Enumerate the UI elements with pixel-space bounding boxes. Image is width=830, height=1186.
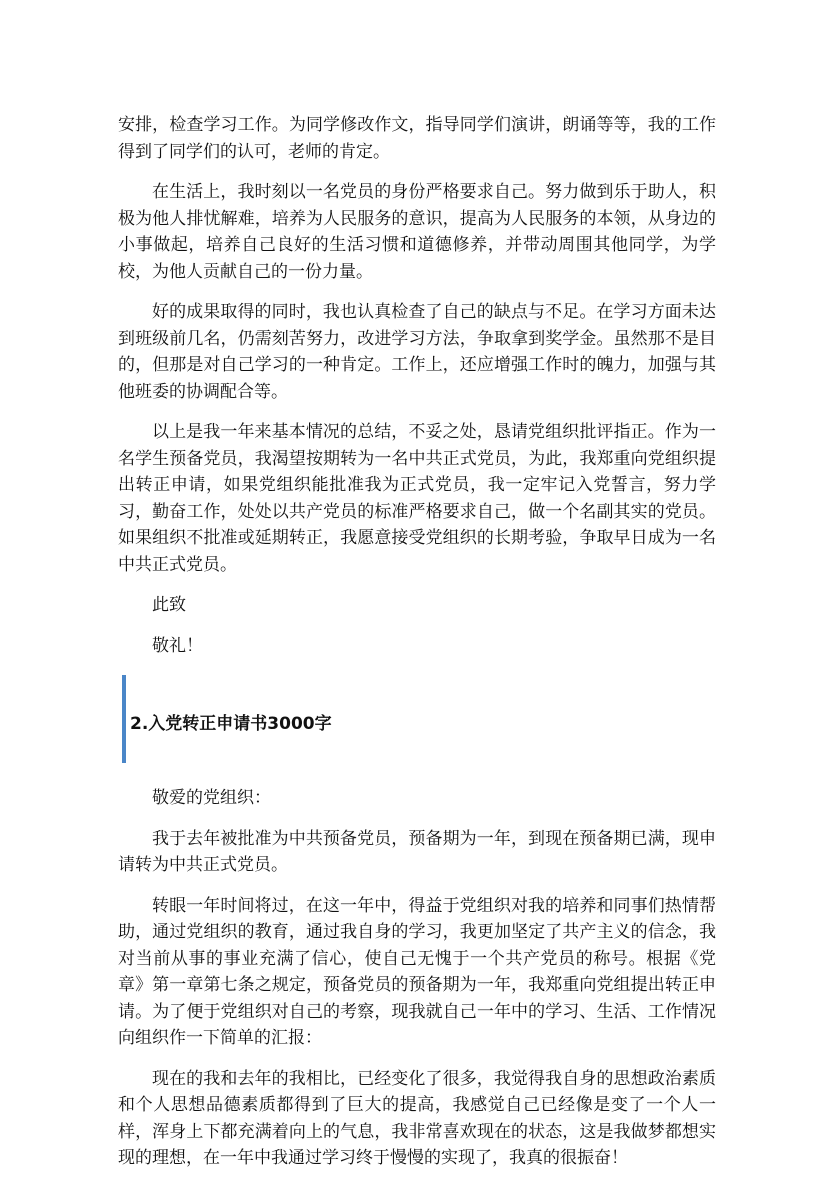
closing-ci-zhi: 此致 (152, 595, 186, 615)
paragraph-continued: 安排，检查学习工作。为同学修改作文，指导同学们演讲，朗诵等等，我的工作得到了同学们的认可，老师的肯定。 (118, 115, 716, 162)
paragraph-year-review: 转眼一年时间将过，在这一年中，得益于党组织对我的培养和同事们热情帮助，通过党组织的教育，通过我自身的学习，我更加坚定了共产主义的信念，我对当前从事的事业充满了信心，使自己无愧于一个共产党员的称号。根据《党章》第一章第七条之规定，预备党员的预备期为一年，我郑重向党组提出转正申请。为了便于党组织对自己的考察，现我就自己一年中的学习、生活、工作情况向组织作一下简单的汇报： (118, 895, 716, 1048)
paragraph-life: 在生活上，我时刻以一名党员的身份严格要求自己。努力做到乐于助人，积极为他人排忧解难，培养为人民服务的意识，提高为人民服务的本领，从身边的小事做起，培养自己良好的生活习惯和道德修养，并带动周围其他同学，为学校，为他人贡献自己的一份力量。 (118, 182, 716, 282)
heading-accent-bar (122, 675, 126, 763)
closing-jing-li: 敬礼！ (152, 635, 203, 656)
paragraph-application: 我于去年被批准为中共预备党员，预备期为一年，到现在预备期已满，现申请转为中共正式党员。 (118, 828, 716, 875)
section-heading: 2.入党转正申请书3000字 (130, 714, 332, 734)
paragraph-summary: 以上是我一年来基本情况的总结，不妥之处，恳请党组织批评指正。作为一名学生预备党员，我渴望按期转为一名中共正式党员，为此，我郑重向党组织提出转正申请，如果党组织能批准我为正式党员，我一定牢记入党誓言，努力学习，勤奋工作，处处以共产党员的标准严格要求自己，做一个名副其实的党员。如果组织不批准或延期转正，我愿意接受党组织的长期考验，争取早日成为一名中共正式党员。 (118, 422, 716, 575)
document-body (118, 112, 716, 1186)
section-heading-block (118, 675, 716, 763)
paragraph-shortcomings: 好的成果取得的同时，我也认真检查了自己的缺点与不足。在学习方面未达到班级前几名，仍需刻苦努力，改进学习方法，争取拿到奖学金。虽然那不是目的，但那是对自己学习的一种肯定。工作上，还应增强工作时的魄力，加强与其他班委的协调配合等。 (118, 302, 716, 402)
salutation: 敬爱的党组织： (152, 788, 271, 808)
paragraph-change: 现在的我和去年的我相比，已经变化了很多，我觉得我自身的思想政治素质和个人思想品德素质都得到了巨大的提高，我感觉自己已经像是变了一个人一样，浑身上下都充满着向上的气息，我非常喜欢现在的状态，这是我做梦都想实现的理想，在一年中我通过学习终于慢慢的实现了，我真的很振奋！ (118, 1068, 716, 1168)
